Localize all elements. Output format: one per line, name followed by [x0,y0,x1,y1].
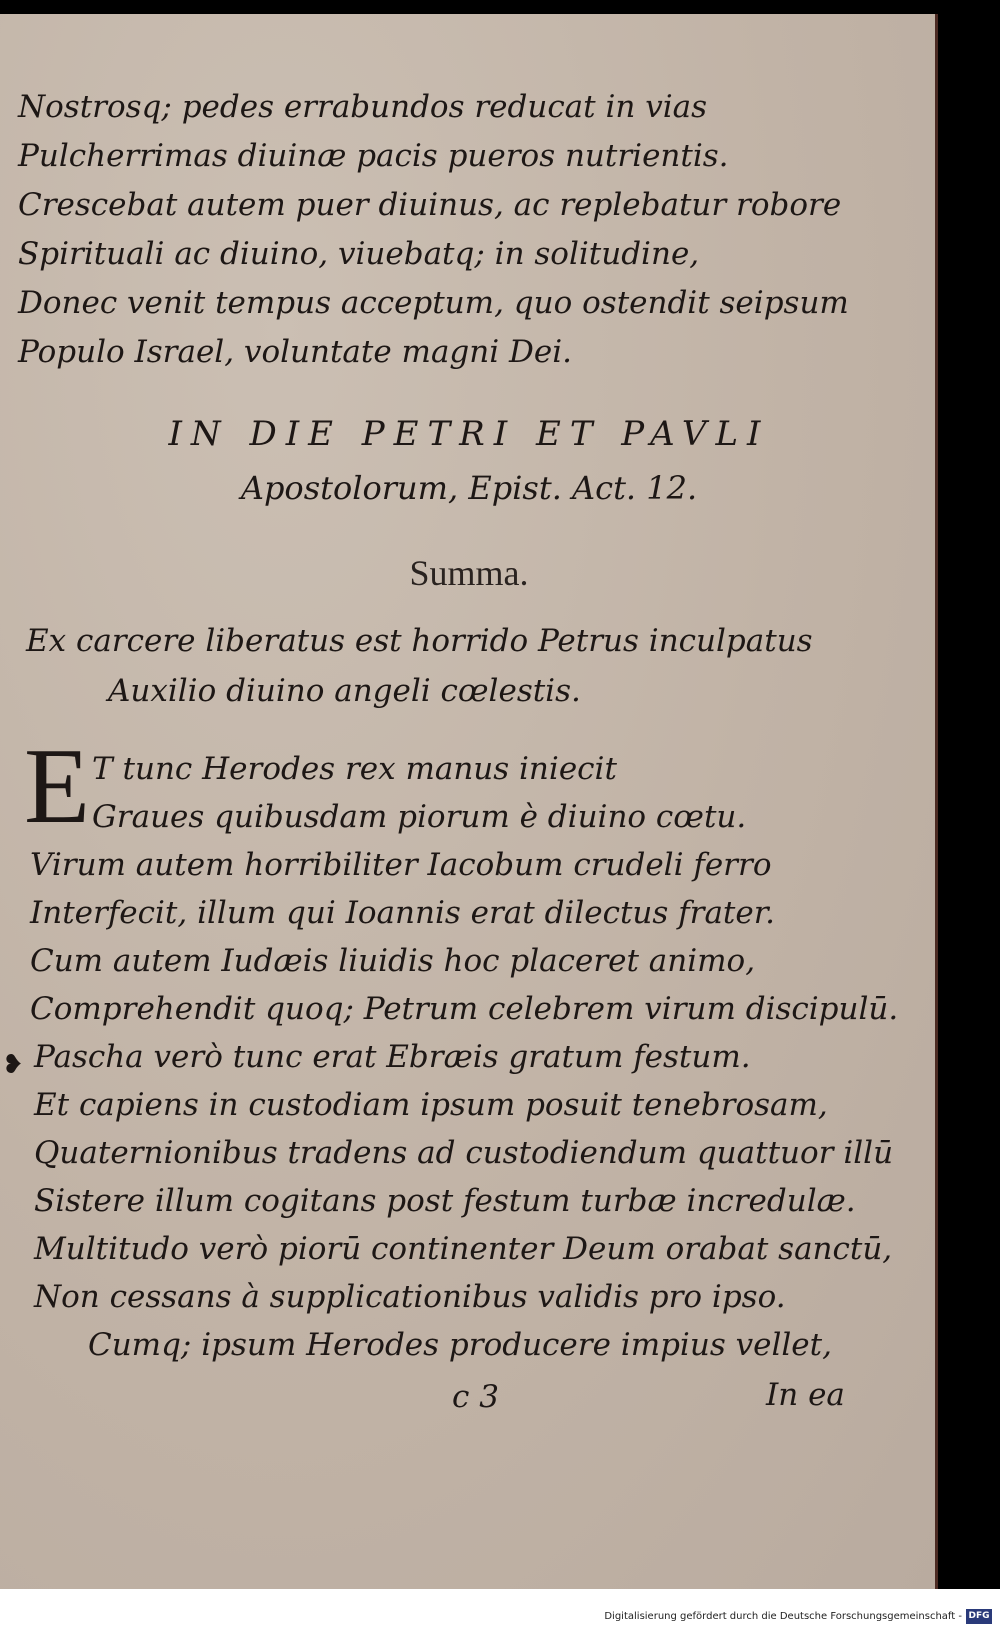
verse-line: Spirituali ac diuino, viuebatq; in solitudine, [18,236,700,272]
body-line: Quaternionibus tradens ad custodiendum quattuor illū [34,1135,894,1171]
book-page [0,14,938,1589]
credit-text: Digitalisierung gefördert durch die Deutsche Forschungsgemeinschaft - [604,1611,962,1622]
body-line: T tunc Herodes rex manus iniecit [92,751,617,787]
body-line: Comprehendit quoq; Petrum celebrem virum discipulū. [30,991,899,1027]
summa-line: Auxilio diuino angeli cœlestis. [108,673,581,709]
section-heading: IN DIE PETRI ET PAVLI [168,414,770,454]
body-line: Pascha verò tunc erat Ebræis gratum festum. [34,1039,751,1075]
signature-mark: c 3 [452,1379,499,1415]
body-line: Non cessans à supplicationibus validis pro ipso. [34,1279,786,1315]
verse-line: Donec venit tempus acceptum, quo ostendit seipsum [18,285,849,321]
body-line: Sistere illum cogitans post festum turbæ incredulæ. [34,1183,856,1219]
body-line: Interfecit, illum qui Ioannis erat dilectus frater. [30,895,775,931]
body-line: Et capiens in custodiam ipsum posuit tenebrosam, [34,1087,828,1123]
catchword: In ea [766,1377,845,1413]
dfg-logo-icon: DFG [966,1609,992,1624]
verse-line: Crescebat autem puer diuinus, ac replebatur robore [18,187,842,223]
summa-title: Summa. [409,553,529,593]
body-line: Virum autem horribiliter Iacobum crudeli ferro [30,847,772,883]
body-line: Cumq; ipsum Herodes producere impius vellet, [88,1327,832,1363]
drop-cap: E [24,727,90,846]
verse-line: Pulcherrimas diuinæ pacis pueros nutrientis. [18,138,729,174]
section-subheading: Apostolorum, Epist. Act. 12. [240,469,698,507]
summa-line: Ex carcere liberatus est horrido Petrus inculpatus [26,623,813,659]
body-line: Cum autem Iudæis liuidis hoc placeret animo, [30,943,756,979]
verse-line: Nostrosq; pedes errabundos reducat in vias [18,89,708,125]
body-line: Multitudo verò piorū continenter Deum orabat sanctū, [34,1231,893,1267]
credit-bar [0,1589,1000,1629]
margin-mark: ❥ [2,1050,24,1080]
body-line: Graues quibusdam piorum è diuino cœtu. [92,799,747,835]
verse-line: Populo Israel, voluntate magni Dei. [18,334,572,370]
